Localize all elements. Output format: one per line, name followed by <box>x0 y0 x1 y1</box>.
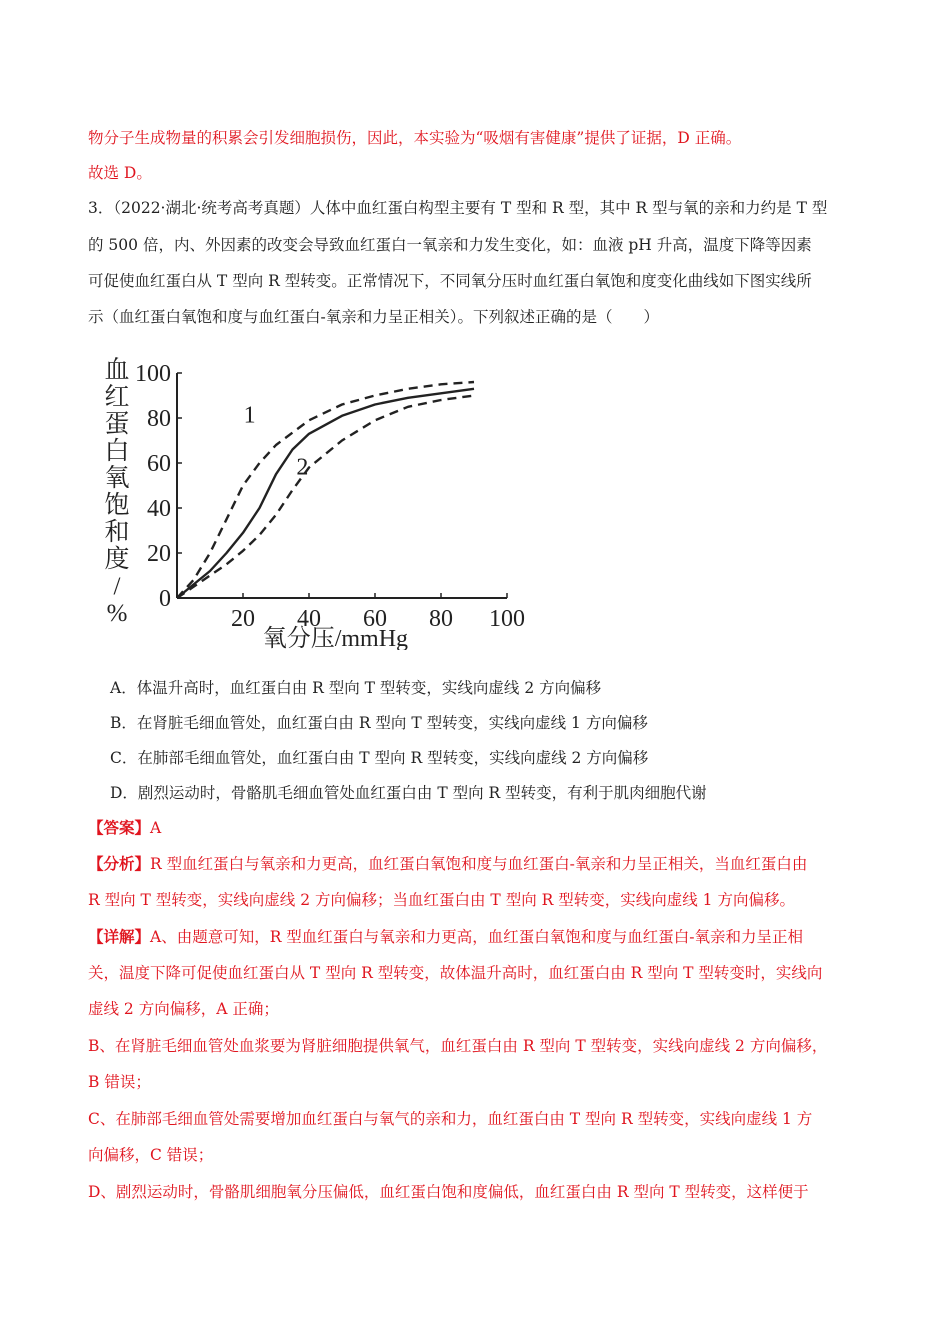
y-axis-label-char: / <box>113 573 121 600</box>
detail-line: C、在肺部毛细血管处需要增加血红蛋白与氧气的亲和力，血红蛋白由 T 型向 R 型转变，实线向虚线 1 方 <box>88 1110 813 1128</box>
y-tick-label: 40 <box>147 496 171 522</box>
y-tick-label: 20 <box>147 541 171 567</box>
curve-label-1: 1 <box>243 402 256 429</box>
question-line: 可促使血红蛋白从 T 型向 R 型转变。正常情况下，不同氧分压时血红蛋白氧饱和度变化曲线如下图实线所 <box>88 272 812 290</box>
question-line: 的 500 倍，内、外因素的改变会导致血红蛋白一氧亲和力发生变化，如：血液 pH 升高，温度下降等因素 <box>88 236 812 254</box>
question-line: 示（血红蛋白氧饱和度与血红蛋白-氧亲和力呈正相关）。下列叙述正确的是（ ） <box>88 308 659 326</box>
y-tick-label: 60 <box>147 451 171 477</box>
detail-line: 向偏移，C 错误； <box>88 1146 214 1164</box>
option-c: C．在肺部毛细血管处，血红蛋白由 T 型向 R 型转变，实线向虚线 2 方向偏移 <box>110 749 649 767</box>
y-axis-label-char: % <box>106 600 128 627</box>
answer-line <box>88 818 161 838</box>
oxygen-saturation-chart <box>95 350 535 650</box>
y-axis-label-char: 饱 <box>104 492 130 519</box>
chart-svg <box>95 350 535 650</box>
detail-line: D、剧烈运动时，骨骼肌细胞氧分压偏低，血红蛋白饱和度偏低，血红蛋白由 R 型向 T 型转变，这样便于 <box>88 1183 809 1201</box>
y-axis-label-char: 和 <box>104 519 130 546</box>
text-line: 物分子生成物量的积累会引发细胞损伤，因此，本实验为“吸烟有害健康”提供了证据，D 正确。 <box>88 129 742 147</box>
detail-line: 关，温度下降可促使血红蛋白从 T 型向 R 型转变，故体温升高时，血红蛋白由 R 型向 T 型转变时，实线向 <box>88 964 823 982</box>
y-axis-label-char: 白 <box>104 438 130 465</box>
analysis-line: R 型向 T 型转变，实线向虚线 2 方向偏移；当血红蛋白由 T 型向 R 型转变，实线向虚线 1 方向偏移。 <box>88 891 795 909</box>
detail-line: B、在肾脏毛细血管处血浆要为肾脏细胞提供氧气，血红蛋白由 R 型向 T 型转变，实线向虚线 2 方向偏移， <box>88 1037 828 1055</box>
x-tick-label: 40 <box>297 606 321 632</box>
detail-tag: 【详解】 <box>88 927 151 946</box>
answer-tag: 【答案】 <box>88 818 151 837</box>
y-tick-label: 0 <box>159 586 171 612</box>
y-axis-label-char: 红 <box>104 384 130 411</box>
y-axis-label-char: 蛋 <box>104 411 130 438</box>
x-tick-label: 60 <box>363 606 387 632</box>
y-axis-label-char: 氧 <box>104 465 130 492</box>
y-axis-label-char: 度 <box>104 546 130 573</box>
x-tick-label: 100 <box>489 606 525 632</box>
y-axis-label-char: 血 <box>104 357 130 384</box>
detail-text: A、由题意可知，R 型血红蛋白与氧亲和力更高，血红蛋白氧饱和度与血红蛋白-氧亲和力呈正相 <box>150 928 804 946</box>
option-a: A．体温升高时，血红蛋白由 R 型向 T 型转变，实线向虚线 2 方向偏移 <box>110 679 602 697</box>
option-b: B．在肾脏毛细血管处，血红蛋白由 R 型向 T 型转变，实线向虚线 1 方向偏移 <box>110 714 648 732</box>
x-tick-label: 80 <box>429 606 453 632</box>
series-line-1 <box>177 382 474 598</box>
text-line: 故选 D。 <box>88 164 152 182</box>
series-line-solid <box>177 389 474 598</box>
detail-line <box>88 927 803 947</box>
curve-label-2: 2 <box>296 454 309 481</box>
analysis-text: R 型血红蛋白与氧亲和力更高，血红蛋白氧饱和度与血红蛋白-氧亲和力呈正相关，当血红蛋白由 <box>150 855 808 873</box>
analysis-line <box>88 854 807 874</box>
option-d: D．剧烈运动时，骨骼肌毛细血管处血红蛋白由 T 型向 R 型转变，有利于肌肉细胞代谢 <box>110 784 707 802</box>
question-line: 3．（2022·湖北·统考高考真题）人体中血红蛋白构型主要有 T 型和 R 型，其中 R 型与氧的亲和力约是 T 型 <box>88 199 828 217</box>
y-tick-label: 100 <box>135 361 171 387</box>
detail-line: B 错误； <box>88 1073 151 1091</box>
y-tick-label: 80 <box>147 406 171 432</box>
x-tick-label: 20 <box>231 606 255 632</box>
answer-text: A <box>150 819 162 837</box>
x-axis-label: 氧分压/mmHg <box>262 626 409 650</box>
detail-line: 虚线 2 方向偏移，A 正确； <box>88 1000 279 1018</box>
analysis-tag: 【分析】 <box>88 854 151 873</box>
